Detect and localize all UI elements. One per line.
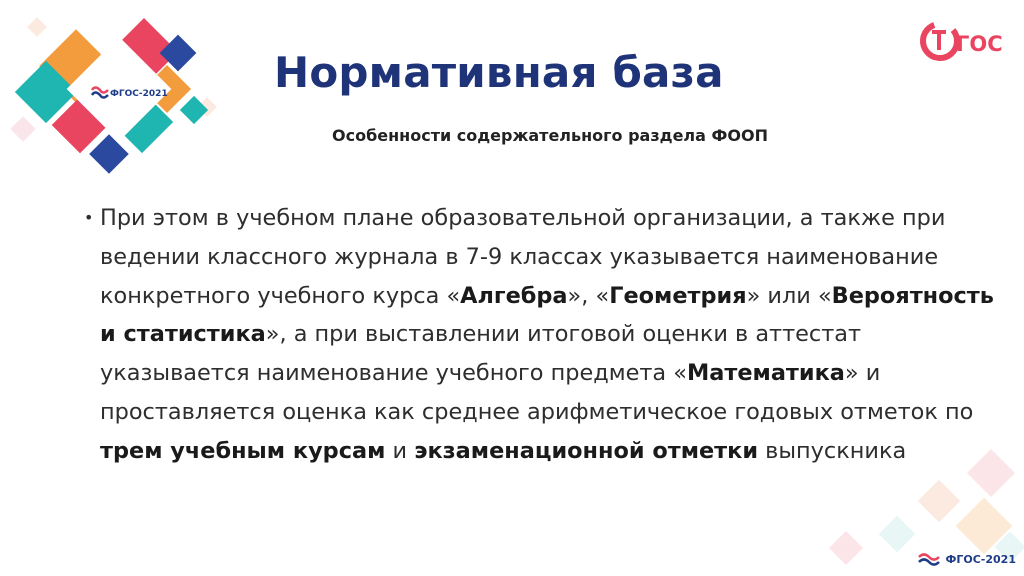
subject-mathematics: Математика (686, 360, 845, 387)
fgos-2021-decorative-logo (0, 0, 240, 190)
text-segment: выпускника (758, 437, 907, 464)
wave-logo-icon (918, 552, 940, 566)
page-title: Нормативная база (274, 48, 724, 97)
page-subtitle: Особенности содержательного раздела ФООП (332, 126, 768, 145)
footer-logo (918, 552, 1016, 566)
bullet-icon: • (84, 208, 94, 227)
text-segment: » и проставляется оценка как среднее арифметическое годовых отметок по (100, 360, 974, 425)
footer-logo-text: ФГОС-2021 (945, 552, 1016, 566)
main-bullet-text (84, 199, 1015, 471)
right-logo-text: ГОС (956, 32, 1003, 56)
emphasis-exam-grade: экзаменационной отметки (414, 437, 759, 464)
text-segment: и (385, 437, 415, 464)
left-logo-text: ФГОС-2021 (110, 89, 168, 99)
text-segment: », « (567, 282, 610, 309)
course-algebra: Алгебра (460, 282, 568, 309)
course-probability-statistics: Вероятность и статистика (100, 282, 994, 348)
emphasis-three-courses: трем учебным курсам (100, 437, 386, 464)
text-segment: », а при выставлении итоговой оценки в аттестат указывается наименование учебного предмета « (100, 321, 862, 387)
course-geometry: Геометрия (609, 282, 747, 309)
fgos-logo-icon (916, 14, 1008, 68)
text-segment: » или « (746, 282, 832, 309)
text-segment: При этом в учебном плане образовательной организации, а также при ведении классного журнала в 7-9 классах указывается наименование конкретного учебного курса « (100, 205, 946, 309)
